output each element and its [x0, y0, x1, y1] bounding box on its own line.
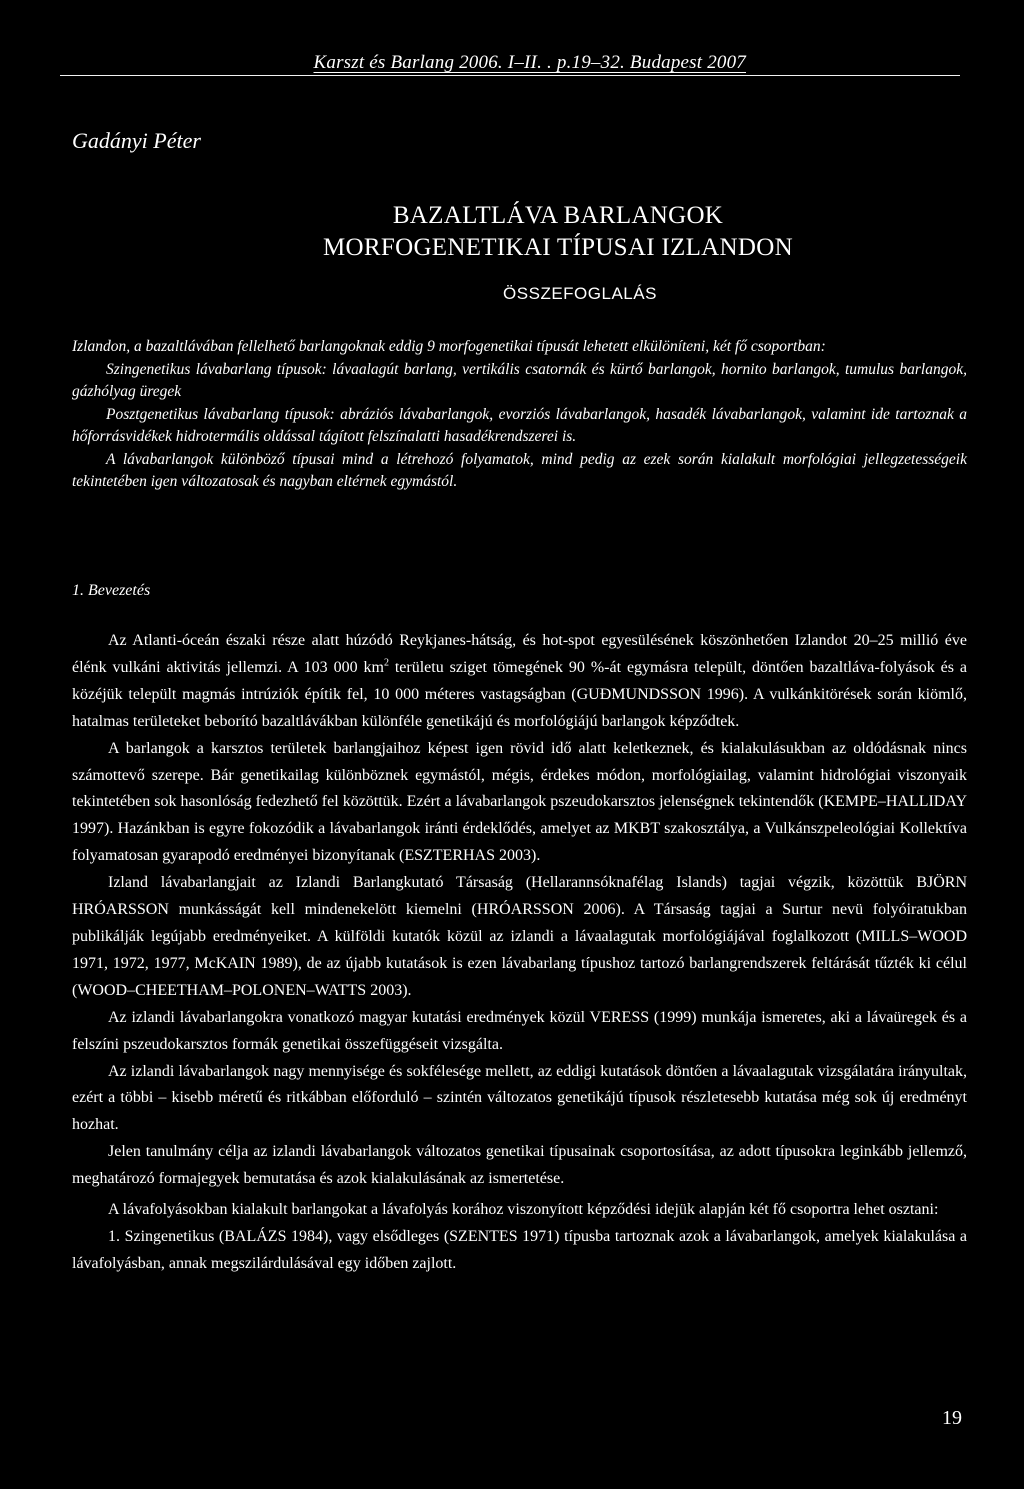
article-title [220, 200, 896, 264]
abstract-paragraph: Izlandon, a bazaltlávában fellelhető barlangoknak eddig 9 morfogenetikai típusát lehetett elkülöníteni, két fő csoportban: [72, 338, 826, 355]
body-paragraph: A barlangok a karsztos területek barlangjaihoz képest igen rövid idő alatt keletkeznek, és kialakulásukban az oldódásnak nincs számottevő szerepe. Bár genetikailag különböznek egymástól, mégis, érdekes módon, morfológiailag, valamint hidrológiai viszonyaik tekintetében sok hasonlóság fedezhető fel közöttük. Ezért a lávabarlangok pszeudokarsztos jelenségnek tekintendők (KEMPE–HALLIDAY 1997). Hazánkban is egyre fokozódik a lávabarlangok iránti érdeklődés, amelyet az MKBT szakosztálya, a Vulkánszpeleológiai Kollektíva folyamatosan gyarapodó eredményei bizonyítanak (ESZTERHAS 2003). [72, 739, 967, 865]
section-heading: 1. Bevezetés [72, 582, 151, 599]
body-paragraph [72, 628, 967, 736]
body-paragraph: 1. Szingenetikus (BALÁZS 1984), vagy elsődleges (SZENTES 1971) típusba tartoznak azok a lávabarlangok, amelyek kialakulása a lávafolyásban, annak megszilárdulásával egy időben zajlott. [72, 1227, 967, 1272]
summary-heading: ÖSSZEFOGLALÁS [503, 284, 657, 303]
page-number: 19 [942, 1407, 962, 1429]
title-line-1: BAZALTLÁVA BARLANGOK [392, 202, 724, 229]
abstract-paragraph: A lávabarlangok különböző típusai mind a létrehozó folyamatok, mind pedig az ezek során kialakult morfológiai jellegzetességeik tekintetében igen változatosak és nagyban eltérnek egymástól. [72, 450, 967, 490]
abstract-paragraph: Posztgenetikus lávabarlang típusok: abráziós lávabarlangok, evorziós lávabarlangok, hasadék lávabarlangok, valamint ide tartoznak a hőforrásvidékek hidrotermális oldással tágított felszínalatti hasadékrendszerei is. [72, 405, 967, 445]
body-paragraph: Az izlandi lávabarlangokra vonatkozó magyar kutatási eredmények közül VERESS (1999) munkája ismeretes, aki a lávaüregek és a felszíni pszeudokarsztos formák genetikai összefüggéseit vizsgálta. [72, 1008, 967, 1053]
body-paragraph: Izland lávabarlangjait az Izlandi Barlangkutató Társaság (Hellarannsóknafélag Islands) tagjai végzik, közöttük BJÖRN HRÓARSSON munkásságát kell mindenekelött kiemelni (HRÓARSSON 2006). A Társaság tagjai a Surtur nevü folyóiratukban publikálják legújabb eredményeiket. A külföldi kutatók közül az izlandi a lávaalagutak morfológiájával foglalkozott (MILLS–WOOD 1971, 1972, 1977, McKAIN 1989), de az újabb kutatások is ezen lávabarlang típushoz tartozó barlangrendszerek feltárását tűzték ki célul (WOOD–CHEETHAM–POLONEN–WATTS 2003). [72, 874, 967, 999]
running-head: Karszt és Barlang 2006. I–II. . p.19–32. Budapest 2007 [313, 52, 746, 73]
title-line-2: MORFOGENETIKAI TÍPUSAI IZLANDON [323, 234, 793, 261]
body-text-run: területu sziget tömegének 90 %-át egymásra települt, döntően bazaltláva-folyások és a közéjük települt magmás intrúziók építik fel, 10 000 méteres vastagságban (GUÐMUNDSSON 1996). A vulkánkitörések során kiömlő, hatalmas területeket beborító bazaltlávákban különféle genetikájú és morfológiájú barlangok képződtek. [72, 658, 967, 730]
body-paragraph: Az izlandi lávabarlangok nagy mennyisége és sokfélesége mellett, az eddigi kutatások döntően a lávaalagutak vizsgálatára irányultak, ezért a többi – kisebb méretű és ritkábban előforduló – szintén változatos genetikájú típusok részletesebb kutatása még sok új eredményt hozhat. [72, 1062, 967, 1134]
abstract [72, 336, 967, 494]
body-text [72, 628, 967, 1278]
body-paragraph: Jelen tanulmány célja az izlandi lávabarlangok változatos genetikai típusainak csoportosítása, az adott típusokra leginkább jellemző, meghatározó formajegyek bemutatása és azok kialakulásának az ismertetése. [72, 1143, 967, 1188]
body-paragraph: A lávafolyásokban kialakult barlangokat a lávafolyás korához viszonyított képződési idejük alapján két fő csoportra lehet osztani: [108, 1201, 939, 1219]
header-rule [60, 75, 960, 76]
superscript: 2 [383, 657, 389, 669]
abstract-paragraph: Szingenetikus lávabarlang típusok: lávaalagút barlang, vertikális csatornák és kürtő barlangok, hornito barlangok, tumulus barlangok, gázhólyag üregek [72, 360, 967, 400]
author-name: Gadányi Péter [72, 128, 201, 153]
body-text-run: Az Atlanti-óceán északi része alatt húzódó Reykjanes-hátság, és hot-spot egyesülésének köszönhetően Izlandot 20–25 millió éve élénk vulkáni aktivitás jellemzi. A 103 000 km [72, 632, 967, 676]
